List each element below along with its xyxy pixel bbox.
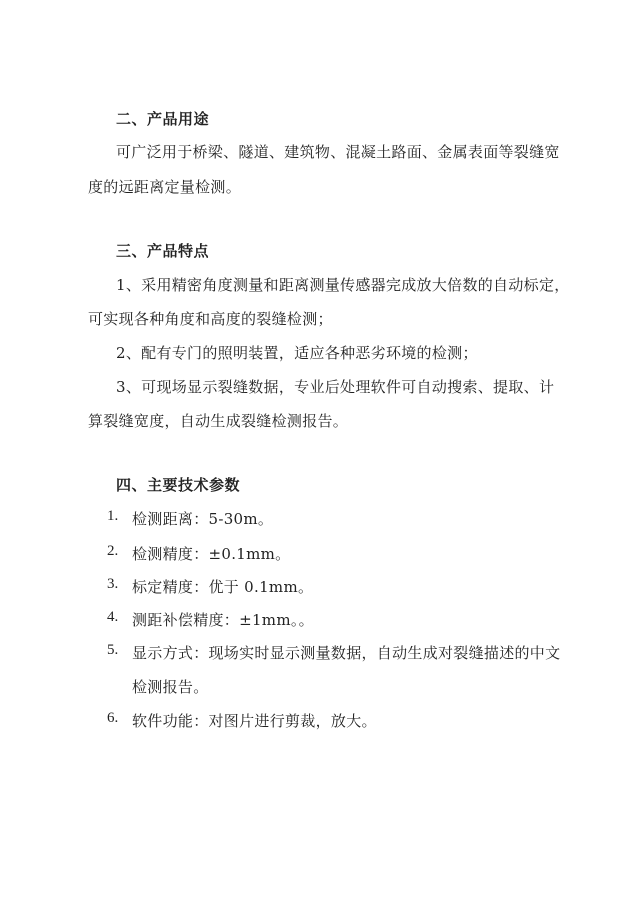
param-item-text: 显示方式：现场实时显示测量数据，自动生成对裂缝描述的中文 bbox=[132, 644, 561, 662]
feature-item2-line1: 2、配有专门的照明装置，适应各种恶劣环境的检测； bbox=[116, 344, 478, 362]
param-item-text: 检测距离：5-30m。 bbox=[132, 510, 274, 528]
param-item-text: 标定精度：优于 0.1mm。 bbox=[132, 578, 314, 596]
feature-item3-line1: 3、可现场显示裂缝数据，专业后处理软件可自动搜索、提取、计 bbox=[116, 378, 555, 396]
section-heading-params: 四、主要技术参数 bbox=[116, 476, 241, 494]
feature-item1-line1: 1、采用精密角度测量和距离测量传感器完成放大倍数的自动标定， bbox=[116, 276, 570, 294]
param-item-text-continued: 检测报告。 bbox=[132, 678, 209, 696]
param-item-text: 测距补偿精度：±1mm。。 bbox=[132, 611, 314, 629]
param-item-number: 3. bbox=[107, 576, 119, 592]
param-item-text: 检测精度：±0.1mm。 bbox=[132, 545, 291, 563]
param-item-number: 2. bbox=[107, 543, 119, 559]
param-item-number: 1. bbox=[107, 508, 119, 524]
param-item-number: 6. bbox=[107, 710, 119, 726]
feature-item3-line2: 算裂缝宽度，自动生成裂缝检测报告。 bbox=[88, 412, 349, 430]
param-item-number: 5. bbox=[107, 642, 119, 658]
feature-item1-line2: 可实现各种角度和高度的裂缝检测； bbox=[88, 310, 333, 328]
usage-paragraph-line2: 度的远距离定量检测。 bbox=[88, 178, 242, 196]
section-heading-features: 三、产品特点 bbox=[116, 242, 210, 260]
section-heading-usage: 二、产品用途 bbox=[116, 110, 210, 128]
usage-paragraph-line1: 可广泛用于桥梁、隧道、建筑物、混凝土路面、金属表面等裂缝宽 bbox=[116, 143, 560, 161]
param-item-text: 软件功能：对图片进行剪裁，放大。 bbox=[132, 712, 377, 730]
param-item-number: 4. bbox=[107, 609, 119, 625]
